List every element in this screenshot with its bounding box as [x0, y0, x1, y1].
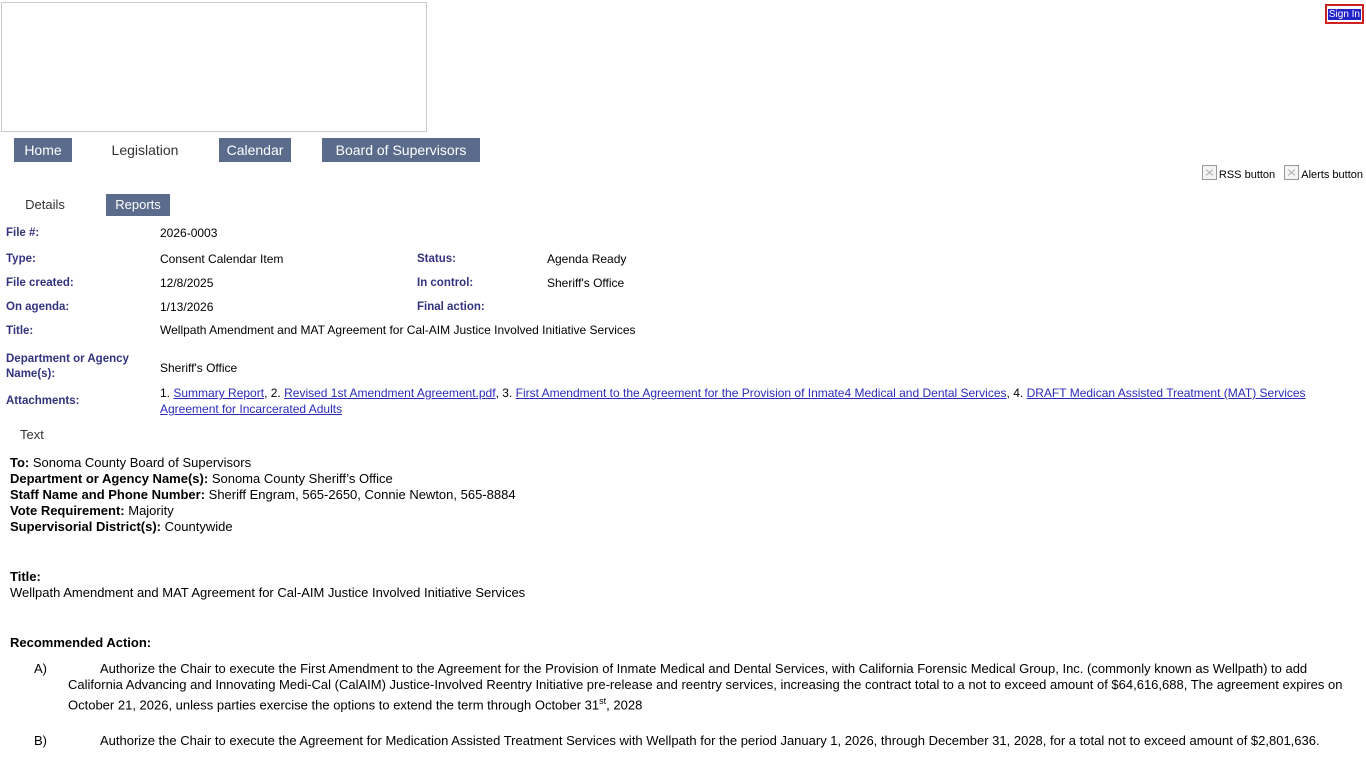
tab-reports[interactable] — [106, 194, 170, 216]
nav-item-calendar-label: Calendar — [226, 142, 284, 158]
tab-text-label: Text — [20, 427, 44, 442]
status-label: Status: — [417, 253, 456, 265]
tab-details-label: Details — [25, 197, 65, 212]
detail-row-created-control — [0, 273, 1366, 297]
detail-row-attachments — [0, 385, 1366, 425]
file-details — [0, 224, 1366, 425]
sign-in-label: Sign In — [1328, 9, 1360, 20]
attachment-number: 2. — [270, 386, 281, 400]
recommended-action-label: Recommended Action: — [10, 635, 152, 650]
detail-tabs — [0, 194, 500, 216]
tab-reports-label: Reports — [115, 197, 161, 212]
nav-item-calendar[interactable] — [219, 138, 291, 162]
file-created-label: File created: — [6, 277, 74, 289]
item-a-marker: A) — [34, 661, 47, 676]
staff-value: Sheriff Engram, 565-2650, Connie Newton, 565-8884 — [208, 487, 516, 502]
file-number-value: 2026-0003 — [160, 226, 218, 240]
recommended-action-item-a — [10, 661, 1356, 713]
file-created-value: 12/8/2025 — [160, 276, 214, 290]
detail-row-department — [0, 353, 1366, 385]
attachment-number: 4. — [1013, 386, 1024, 400]
main-navigation — [0, 138, 1366, 164]
final-action-label: Final action: — [417, 301, 485, 313]
item-a-superscript: st — [599, 696, 607, 706]
in-control-label: In control: — [417, 277, 474, 289]
legislation-text — [10, 455, 1356, 749]
title-label: Title: — [6, 325, 34, 337]
item-b-marker: B) — [34, 733, 47, 749]
department-label-body: Department or Agency Name(s): — [10, 471, 209, 486]
attachments-list: 1. Summary Report, 2. Revised 1st Amendment Agreement.pdf, 3. First Amendment to the Agreement for the Provision of Inmate4 Medical and Dental Services, 4. DRAFT Medican Assisted Treatment (MAT) Services Agreement for Incarcerated Adults — [160, 386, 1306, 416]
site-logo-placeholder — [1, 2, 427, 132]
alerts-label: Alerts button — [1301, 169, 1363, 181]
rss-icon[interactable] — [1202, 165, 1275, 181]
department-label: Department or Agency Name(s): — [6, 353, 129, 380]
vote-value: Majority — [128, 503, 174, 518]
item-b-text: Authorize the Chair to execute the Agreement for Medication Assisted Treatment Services with Wellpath for the period January 1, 2026, through December 31, 2028, for a total not to exceed amount of $2,801,636. — [100, 733, 1320, 749]
department-value-body: Sonoma County Sheriff’s Office — [211, 471, 393, 486]
text-line-staff — [10, 487, 1356, 503]
detail-row-file-number — [0, 224, 1366, 249]
nav-item-board-of-supervisors[interactable] — [322, 138, 480, 162]
text-line-vote — [10, 503, 1356, 519]
status-value: Agenda Ready — [547, 252, 627, 266]
recommended-action-item-b — [10, 733, 1356, 749]
attachment-number: 3. — [502, 386, 513, 400]
recommended-action-heading — [10, 635, 1356, 651]
file-number-label: File #: — [6, 227, 40, 239]
attachment-link-revised-amendment[interactable]: Revised 1st Amendment Agreement.pdf — [284, 386, 496, 400]
vote-label: Vote Requirement: — [10, 503, 125, 518]
detail-row-type-status — [0, 249, 1366, 273]
type-value: Consent Calendar Item — [160, 252, 284, 266]
item-a-text-tail: , 2028 — [606, 697, 643, 713]
feed-buttons — [1196, 165, 1363, 181]
district-label: Supervisorial District(s): — [10, 519, 161, 534]
to-label: To: — [10, 455, 30, 470]
detail-row-title — [0, 321, 1366, 353]
district-value: Countywide — [164, 519, 233, 534]
nav-item-home[interactable] — [14, 138, 72, 162]
detail-row-agenda-final — [0, 297, 1366, 321]
attachments-label: Attachments: — [6, 395, 80, 407]
attachment-link-draft-mat[interactable]: DRAFT Medican Assisted Treatment (MAT) Services Agreement for Incarcerated Adults — [160, 386, 1306, 416]
body-title-value: Wellpath Amendment and MAT Agreement for Cal-AIM Justice Involved Initiative Services — [10, 585, 526, 600]
to-value: Sonoma County Board of Supervisors — [32, 455, 252, 470]
nav-item-board-of-supervisors-label: Board of Supervisors — [335, 142, 467, 158]
attachment-number: 1. — [160, 386, 171, 400]
rss-label: RSS button — [1218, 169, 1276, 181]
sign-in-link[interactable] — [1325, 4, 1364, 24]
staff-label: Staff Name and Phone Number: — [10, 487, 206, 502]
body-title-heading-label: Title: — [10, 569, 41, 584]
type-label: Type: — [6, 253, 36, 265]
title-value: Wellpath Amendment and MAT Agreement for Cal-AIM Justice Involved Initiative Services — [160, 323, 636, 337]
alerts-icon[interactable] — [1284, 165, 1363, 181]
attachment-link-first-amendment[interactable]: First Amendment to the Agreement for the Provision of Inmate4 Medical and Dental Services — [515, 386, 1007, 400]
text-line-to — [10, 455, 1356, 471]
in-control-value: Sheriff's Office — [547, 276, 625, 290]
text-line-department — [10, 471, 1356, 487]
nav-item-home-label: Home — [24, 142, 62, 158]
body-title-heading — [10, 569, 1356, 585]
attachment-link-summary-report[interactable]: Summary Report — [173, 386, 265, 400]
text-line-district — [10, 519, 1356, 535]
item-a-text: Authorize the Chair to execute the First Amendment to the Agreement for the Provision of Inmate Medical and Dental Services, with California Forensic Medical Group, Inc. (commonly known as Wellpath) to add California Advancing and Innovating Medi-Cal (CalAIM) Justice-Involved Reentry Initiative pre-release and reentry services, increasing the contract total to a not to exceed amount of $64,616,688, The agreement expires on October 21, 2026, unless parties exercise the options to extend the term through October 31 — [68, 661, 1343, 713]
on-agenda-value: 1/13/2026 — [160, 300, 214, 314]
tab-details[interactable] — [16, 194, 74, 216]
nav-item-legislation[interactable] — [97, 138, 193, 162]
tab-text[interactable] — [20, 427, 44, 442]
nav-item-legislation-label: Legislation — [111, 142, 179, 158]
department-value: Sheriff's Office — [160, 361, 238, 375]
on-agenda-label: On agenda: — [6, 301, 70, 313]
